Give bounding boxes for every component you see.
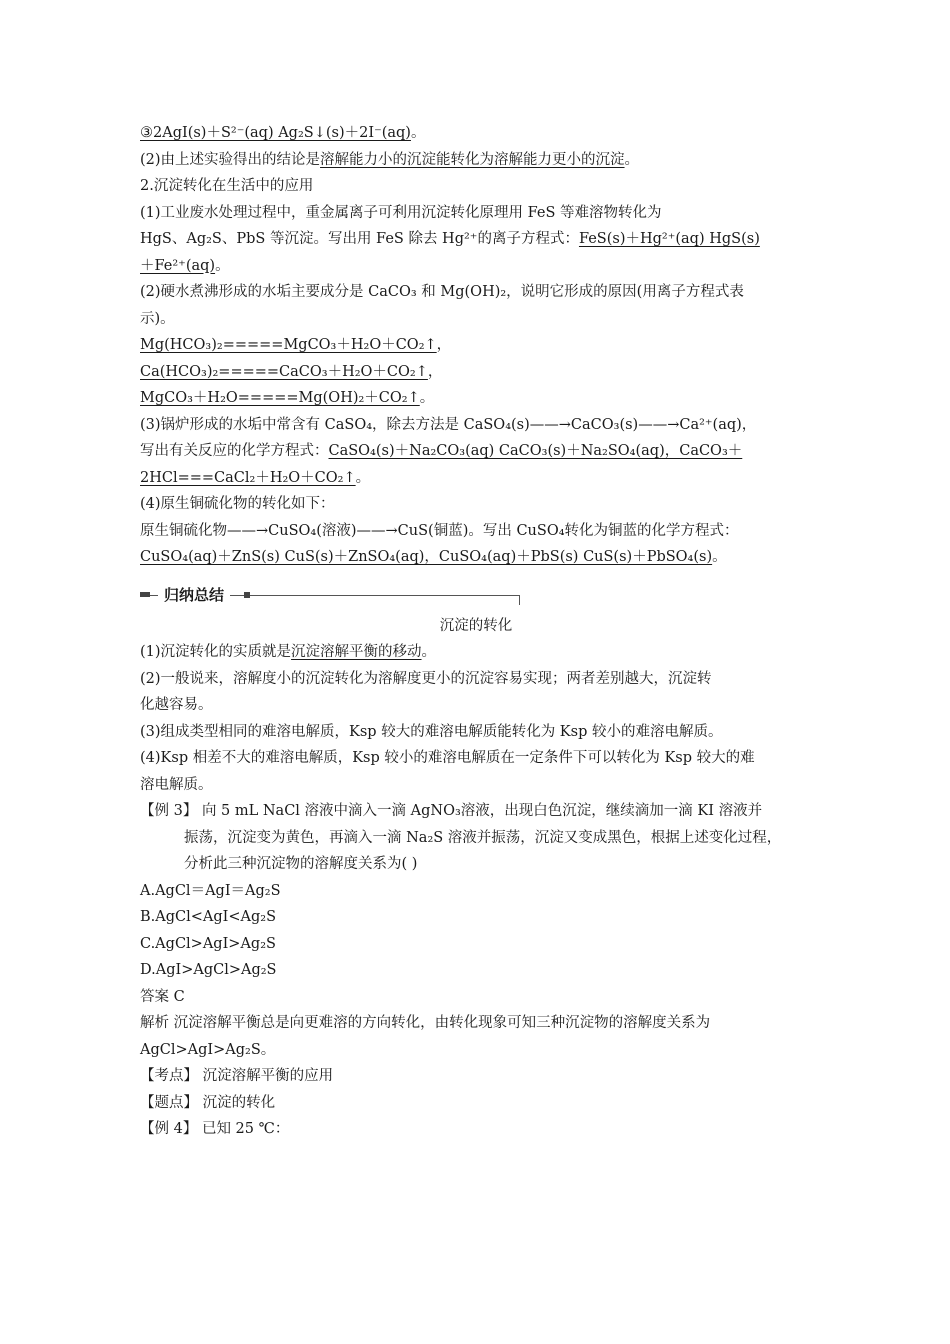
option-a: A.AgCl＝AgI＝Ag₂S (140, 882, 281, 899)
section-heading: 2.沉淀转化在生活中的应用 (140, 178, 314, 194)
summary-line: (3)组成类型相同的难溶电解质，Ksp 较大的难溶电解质能转化为 Ksp 较小的难溶电解质。 (140, 723, 723, 740)
example4-question: 【例 4】 已知 25 ℃： (140, 1121, 290, 1137)
example3-question: 振荡，沉淀变为黄色，再滴入一滴 Na₂S 溶液并振荡，沉淀又变成黑色，根据上述变化过程， (184, 829, 782, 846)
document-page (140, 120, 812, 1143)
summary-label: 归纳总结 (158, 584, 230, 606)
text-line: (2)硬水煮沸形成的水垢主要成分是 CaCO₃ 和 Mg(OH)₂，说明它形成的原因(用离子方程式表 (140, 284, 744, 300)
summary-line: 溶电解质。 (140, 776, 213, 793)
summary-line: (2)一般说来，溶解度小的沉淀转化为溶解度更小的沉淀容易实现；两者差别越大，沉淀转 (140, 670, 712, 687)
equation-line: Ca(HCO₃)₂=====CaCO₃＋H₂O＋CO₂↑， (140, 363, 443, 380)
example3-question: 【例 3】 向 5 mL NaCl 溶液中滴入一滴 AgNO₃溶液，出现白色沉淀，继续滴加一滴 KI 溶液并 (140, 803, 763, 819)
summary-line: (1)沉淀转化的实质就是沉淀溶解平衡的移动。 (140, 644, 437, 660)
text-line: (4)原生铜硫化物的转化如下： (140, 496, 335, 512)
example3-question: 分析此三种沉淀物的溶解度关系为( ) (184, 856, 418, 872)
equation-line: MgCO₃＋H₂O=====Mg(OH)₂＋CO₂↑。 (140, 390, 435, 406)
equation-line-3: ③2AgI(s)＋S²⁻(aq) Ag₂S↓(s)＋2I⁻(aq)。 (140, 125, 426, 141)
text-line: (3)锅炉形成的水垢中常含有 CaSO₄，除去方法是 CaSO₄(s)——→CaCO₃(s)——→Ca²⁺(aq)， (140, 416, 757, 433)
option-b: B.AgCl<AgI<Ag₂S (140, 909, 277, 925)
summary-title: 沉淀的转化 (439, 617, 513, 634)
analysis: 解析 沉淀溶解平衡总是向更难溶的方向转化，由转化现象可知三种沉淀物的溶解度关系为 (140, 1015, 711, 1031)
text-line: 示)。 (140, 310, 175, 327)
text-line: ＋Fe²⁺(aq)。 (140, 257, 230, 274)
text-line: 原生铜硫化物——→CuSO₄(溶液)——→CuS(铜蓝)。写出 CuSO₄转化为铜蓝的化学方程式： (140, 522, 739, 539)
analysis: AgCl>AgI>Ag₂S。 (140, 1041, 276, 1058)
text-line: 2HCl===CaCl₂＋H₂O＋CO₂↑。 (140, 469, 371, 486)
text-line: HgS、Ag₂S、PbS 等沉淀。写出用 FeS 除去 Hg²⁺的离子方程式：FeS(s)＋Hg²⁺(aq) HgS(s) (140, 231, 760, 247)
kaodian: 【考点】 沉淀溶解平衡的应用 (140, 1068, 334, 1084)
text-line: 写出有关反应的化学方程式：CaSO₄(s)＋Na₂CO₃(aq) CaCO₃(s)＋Na₂SO₄(aq)，CaCO₃＋ (140, 443, 743, 459)
answer: 答案 C (140, 988, 185, 1005)
option-d: D.AgI>AgCl>Ag₂S (140, 962, 277, 978)
equation-line: Mg(HCO₃)₂=====MgCO₃＋H₂O＋CO₂↑， (140, 337, 452, 353)
text-line: (1)工业废水处理过程中，重金属离子可利用沉淀转化原理用 FeS 等难溶物转化为 (140, 204, 662, 221)
summary-heading-bar (140, 581, 812, 611)
equation-line: CuSO₄(aq)＋ZnS(s) CuS(s)＋ZnSO₄(aq)，CuSO₄(aq)＋PbS(s) CuS(s)＋PbSO₄(s)。 (140, 549, 727, 565)
summary-line: (4)Ksp 相差不大的难溶电解质，Ksp 较小的难溶电解质在一定条件下可以转化为 Ksp 较大的难 (140, 750, 755, 766)
summary-line: 化越容易。 (140, 697, 213, 713)
option-c: C.AgCl>AgI>Ag₂S (140, 935, 276, 952)
tidian: 【题点】 沉淀的转化 (140, 1094, 276, 1111)
conclusion-line: (2)由上述实验得出的结论是溶解能力小的沉淀能转化为溶解能力更小的沉淀。 (140, 151, 640, 168)
